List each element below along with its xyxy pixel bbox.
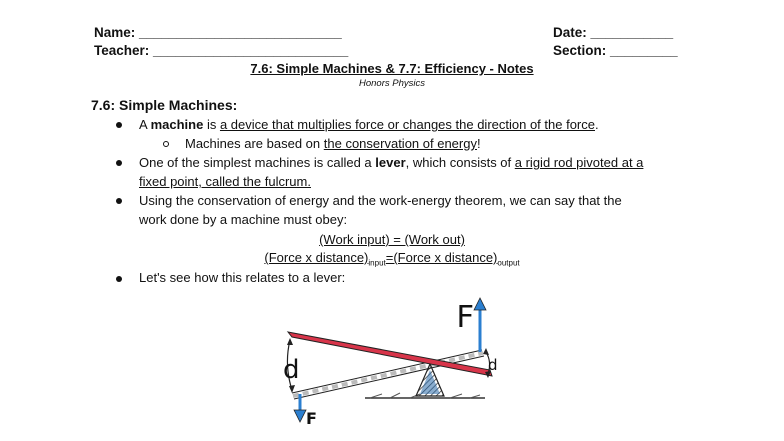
force-arrow-up-icon [474, 298, 486, 352]
lever-definition-part2: fixed point, called the fulcrum. [139, 174, 311, 189]
sub-bullet-conservation: Machines are based on the conservation of energy! [185, 136, 481, 151]
name-label: Name: [94, 25, 140, 40]
lever-bar [288, 332, 492, 376]
bullet-lever-intro: Let's see how this relates to a lever: [139, 270, 346, 285]
section-heading: 7.6: Simple Machines: [91, 97, 238, 113]
term-lever: lever [375, 155, 406, 170]
date-field [553, 25, 673, 40]
page-subtitle: Honors Physics [359, 78, 425, 89]
section-label: Section: [553, 43, 611, 58]
sub-bullet-marker [163, 141, 169, 147]
label-F-bottom: F [306, 409, 317, 428]
bullet-lever-line1: One of the simplest machines is called a lever, which consists of a rigid rod pivoted at a [139, 155, 644, 170]
label-d-left: d [283, 355, 300, 385]
bullet-marker [116, 276, 122, 282]
equation-work: (Work input) = (Work out) [319, 232, 465, 247]
bullet-machine-definition: A machine is a device that multiplies force or changes the direction of the force. [139, 117, 599, 132]
machine-definition: a device that multiplies force or changes the direction of the force [219, 117, 595, 132]
equation-force-distance: (Force x $distance)_{input}=(Force$ x $distance)_{output}$ [264, 250, 520, 268]
bullet-lever-line2 [139, 174, 311, 189]
label-d-right: d [488, 356, 498, 374]
lever-definition-part1: a rigid rod pivoted at a [514, 155, 644, 170]
teacher-field [94, 43, 348, 58]
page-title: 7.6: Simple Machines & 7.7: Efficiency - Notes [250, 61, 534, 76]
name-blank[interactable]: ___________________________ [139, 25, 342, 40]
bullet-work-line2: work done by a machine must obey: [139, 212, 348, 227]
term-machine: machine [150, 117, 204, 132]
date-blank[interactable]: ___________ [590, 25, 674, 40]
bullet-marker [116, 160, 122, 166]
section-blank[interactable]: _________ [610, 43, 678, 58]
name-field [94, 25, 342, 40]
bullet-marker [116, 198, 122, 204]
label-F-top: F [456, 300, 475, 335]
date-label: Date: [553, 25, 591, 40]
lever-diagram [270, 290, 520, 435]
section-field [553, 43, 678, 58]
teacher-label: Teacher: [94, 43, 154, 58]
conservation-of-energy: the conservation of energy [323, 136, 477, 151]
bullet-work-line1: Using the conservation of energy and the work-energy theorem, we can say that the [139, 193, 622, 208]
bullet-marker [116, 122, 122, 128]
teacher-blank[interactable]: __________________________ [153, 43, 349, 58]
lever-dashed-position [292, 350, 484, 399]
